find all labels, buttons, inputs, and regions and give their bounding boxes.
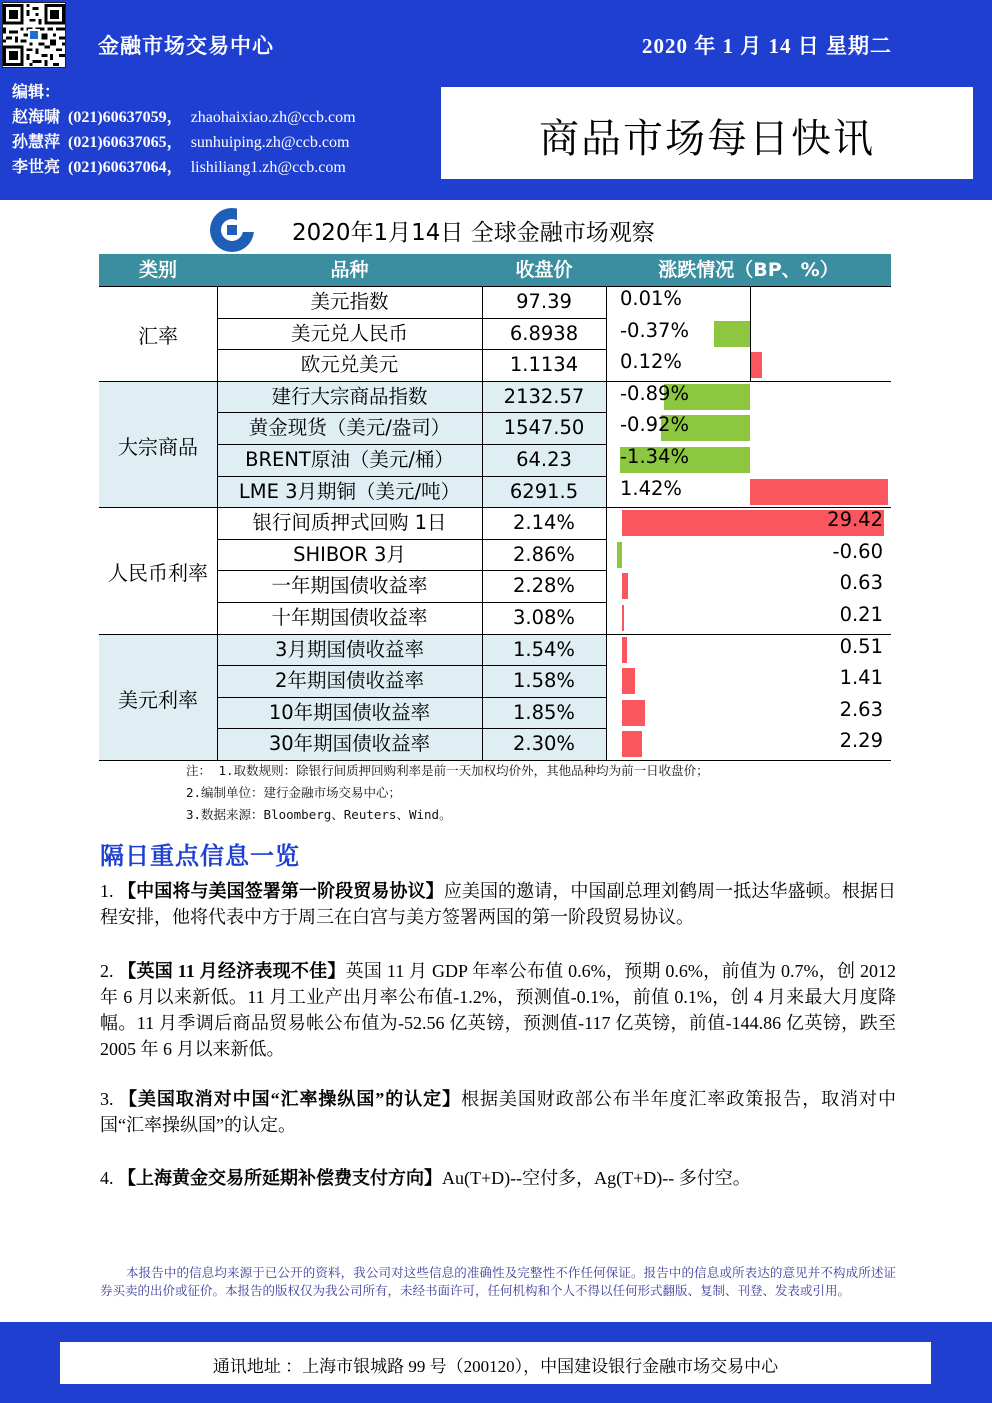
- editor-email[interactable]: lishiliang1.zh@ccb.com: [190, 159, 346, 176]
- close-cell: 2132.57: [503, 384, 585, 408]
- center-name: 金融市场交易中心: [98, 34, 274, 58]
- footer-address: 通讯地址 ：上海市银城路 99 号（200120），中国建设银行金融市场交易中心: [212, 1357, 779, 1376]
- editor-name: 孙慧萍: [12, 134, 61, 151]
- change-value: -0.60: [832, 539, 883, 563]
- change-value: 0.12%: [620, 350, 682, 374]
- change-bar: [714, 321, 750, 347]
- table-notes: [186, 760, 709, 826]
- item-cell: 十年期国债收益率: [271, 606, 428, 629]
- close-cell: 64.23: [516, 448, 572, 471]
- close-cell: 2.30%: [513, 732, 575, 756]
- news-item: [100, 958, 896, 1062]
- item-cell: SHIBOR 3月: [293, 542, 406, 566]
- header-band: [0, 0, 992, 72]
- change-bar: [622, 573, 628, 599]
- footer-band: [0, 1322, 992, 1403]
- close-cell: 2.28%: [513, 574, 575, 598]
- close-cell: 6.8938: [509, 321, 579, 345]
- footer-box: [60, 1342, 931, 1384]
- item-cell: 30年期国债收益率: [268, 732, 431, 756]
- qr-code-icon: [2, 2, 66, 68]
- change-value: 1.42%: [620, 476, 682, 500]
- editors-label: 编辑：: [12, 84, 61, 101]
- news-body: 根据美国财政部公布半年度汇率政策报告，取消对中国“汇率操纵国”的认定。: [100, 1089, 896, 1135]
- grid-line: [217, 286, 218, 760]
- editor-row: [12, 130, 356, 155]
- grid-line: [217, 444, 606, 445]
- grid-line: [99, 381, 891, 382]
- close-cell: 2.14%: [513, 511, 575, 535]
- close-cell: 1.58%: [513, 669, 575, 693]
- ccb-logo-icon: [208, 207, 256, 253]
- item-cell: 黄金现货（美元/盎司）: [248, 416, 451, 440]
- close-cell: 6291.5: [509, 479, 579, 503]
- editor-row: [12, 105, 356, 130]
- grid-line: [217, 349, 606, 350]
- grid-line: [99, 507, 891, 508]
- item-cell: 一年期国债收益率: [271, 574, 428, 598]
- header-close: 收盘价: [515, 259, 573, 281]
- grid-line: [217, 539, 606, 540]
- grid-line: [217, 602, 606, 603]
- grid-line: [217, 570, 606, 571]
- change-value: 1.41: [839, 666, 883, 690]
- close-cell: 1.54%: [513, 637, 575, 661]
- grid-line: [217, 728, 606, 729]
- close-cell: 3.08%: [513, 606, 575, 629]
- news-item: [100, 878, 896, 930]
- grid-line: [99, 286, 891, 287]
- news-headline: 【上海黄金交易所延期补偿费支付方向】: [118, 1168, 442, 1188]
- change-value: 0.63: [839, 571, 883, 595]
- news-headline: 【美国取消对中国“汇率操纵国”的认定】: [118, 1089, 462, 1109]
- item-cell: 美元指数: [310, 290, 389, 313]
- grid-line: [750, 286, 751, 381]
- close-cell: 97.39: [516, 290, 572, 313]
- header-item: 品种: [330, 259, 369, 281]
- news-body: 应美国的邀请，中国副总理刘鹤周一抵达华盛顿。根据日程安排，他将代表中方于周三在白宫与美方签署两国的第一阶段贸易协议。: [100, 881, 897, 927]
- grid-line: [217, 412, 606, 413]
- item-cell: 美元兑人民币: [290, 321, 408, 345]
- editor-phone: (021)60637065，: [68, 134, 183, 151]
- change-value: 2.29: [839, 729, 883, 753]
- item-cell: BRENT原油（美元/桶）: [245, 448, 454, 471]
- news-number: 1.: [100, 881, 119, 901]
- news-number: 3.: [100, 1089, 119, 1109]
- news-section-title: 隔日重点信息一览: [100, 842, 300, 870]
- disclaimer: 本报告中的信息均来源于已公开的资料，我公司对这些信息的准确性及完整性不作任何保证。报告中的信息或所表达的意见并不构成所述证券买卖的出价或征价。本报告的版权仅为我公司所有，未经书面许可，任何机构和个人不得以任何形式翻版、复制、刊登、发表或引用。: [100, 1265, 896, 1298]
- grid-line: [217, 697, 606, 698]
- editor-name: 赵海啸: [12, 109, 61, 126]
- table-header: [99, 254, 891, 286]
- change-bar: [622, 668, 635, 694]
- editor-phone: (021)60637064，: [68, 159, 183, 176]
- item-cell: 银行间质押式回购 1日: [252, 511, 447, 535]
- change-value: 0.21: [839, 603, 883, 626]
- change-bar: [750, 352, 762, 378]
- item-cell: 3月期国债收益率: [275, 637, 424, 661]
- news-item: [100, 1165, 896, 1191]
- grid-line: [606, 286, 607, 760]
- grid-line: [482, 286, 483, 760]
- item-cell: 建行大宗商品指数: [271, 384, 428, 408]
- change-bar: [622, 731, 642, 757]
- editor-phone: (021)60637059，: [68, 109, 183, 126]
- item-cell: 10年期国债收益率: [268, 700, 431, 724]
- grid-line: [217, 476, 606, 477]
- change-value: -0.37%: [620, 318, 689, 342]
- change-bar: [750, 479, 888, 505]
- change-value: -1.34%: [620, 445, 689, 468]
- item-cell: 欧元兑美元: [300, 353, 399, 377]
- category-label: 大宗商品: [118, 435, 198, 459]
- change-value: -0.89%: [620, 381, 689, 405]
- close-cell: 2.86%: [513, 542, 575, 566]
- editor-email[interactable]: zhaohaixiao.zh@ccb.com: [190, 109, 356, 126]
- change-bar: [622, 700, 645, 726]
- editor-email[interactable]: sunhuiping.zh@ccb.com: [190, 134, 350, 151]
- change-bar: [622, 637, 627, 663]
- report-title: 商品市场每日快讯: [539, 116, 875, 162]
- news-headline: 【中国将与美国签署第一阶段贸易协议】: [118, 881, 444, 901]
- grid-line: [217, 318, 606, 319]
- news-item: [100, 1086, 896, 1138]
- header-change: 涨跌情况（BP、%）: [658, 259, 839, 281]
- note-line: 注： 1.取数规则：除银行间质押回购利率是前一天加权均价外，其他品种均为前一日收盘价；: [186, 763, 709, 778]
- news-number: 2.: [100, 961, 119, 981]
- item-cell: LME 3月期铜（美元/吨）: [238, 479, 461, 503]
- change-value: -0.92%: [620, 413, 689, 437]
- table-title: 2020年1月14日 全球金融市场观察: [292, 220, 655, 246]
- close-cell: 1.85%: [513, 700, 575, 724]
- news-number: 4.: [100, 1168, 118, 1188]
- change-value: 0.51: [839, 634, 883, 658]
- editor-row: [12, 155, 356, 180]
- report-date: 2020 年 1 月 14 日 星期二: [642, 34, 892, 58]
- category-label: 人民币利率: [108, 561, 208, 586]
- change-bar: [617, 542, 622, 568]
- news-body: 英国 11 月 GDP 年率公布值 0.6%，预期 0.6%，前值为 0.7%，创 2012 年 6 月以来新低。11 月工业产出月率公布值-1.2%，预测值-0.1%，前值 0.1%，创 4 月来最大月度降幅。11 月季调后商品贸易帐公布值为-52.56 亿英镑，预测值-117 亿英镑，前值-144.86 亿英镑，跌至 2005 年 6 月以来新低。: [100, 961, 896, 1059]
- grid-line: [217, 665, 606, 666]
- news-headline: 【英国 11 月经济表现不佳】: [118, 961, 346, 981]
- header-category: 类别: [138, 259, 177, 281]
- category-label: 汇率: [138, 324, 178, 349]
- note-line: 2.编制单位：建行金融市场交易中心；: [186, 785, 402, 800]
- grid-line: [99, 634, 891, 635]
- note-line: 3.数据来源：Bloomberg、Reuters、Wind。: [186, 807, 452, 822]
- category-label: 美元利率: [118, 687, 198, 712]
- item-cell: 2年期国债收益率: [275, 669, 424, 693]
- change-bar: [622, 605, 624, 631]
- close-cell: 1547.50: [503, 416, 585, 440]
- news-body: Au(T+D)--空付多，Ag(T+D)-- 多付空。: [442, 1168, 751, 1188]
- report-title-box: [440, 86, 974, 180]
- change-value: 0.01%: [620, 287, 682, 310]
- editor-name: 李世亮: [12, 159, 61, 176]
- close-cell: 1.1134: [509, 353, 579, 377]
- change-value: 2.63: [839, 697, 883, 721]
- editors-block: [12, 80, 356, 180]
- change-value: 29.42: [827, 508, 883, 532]
